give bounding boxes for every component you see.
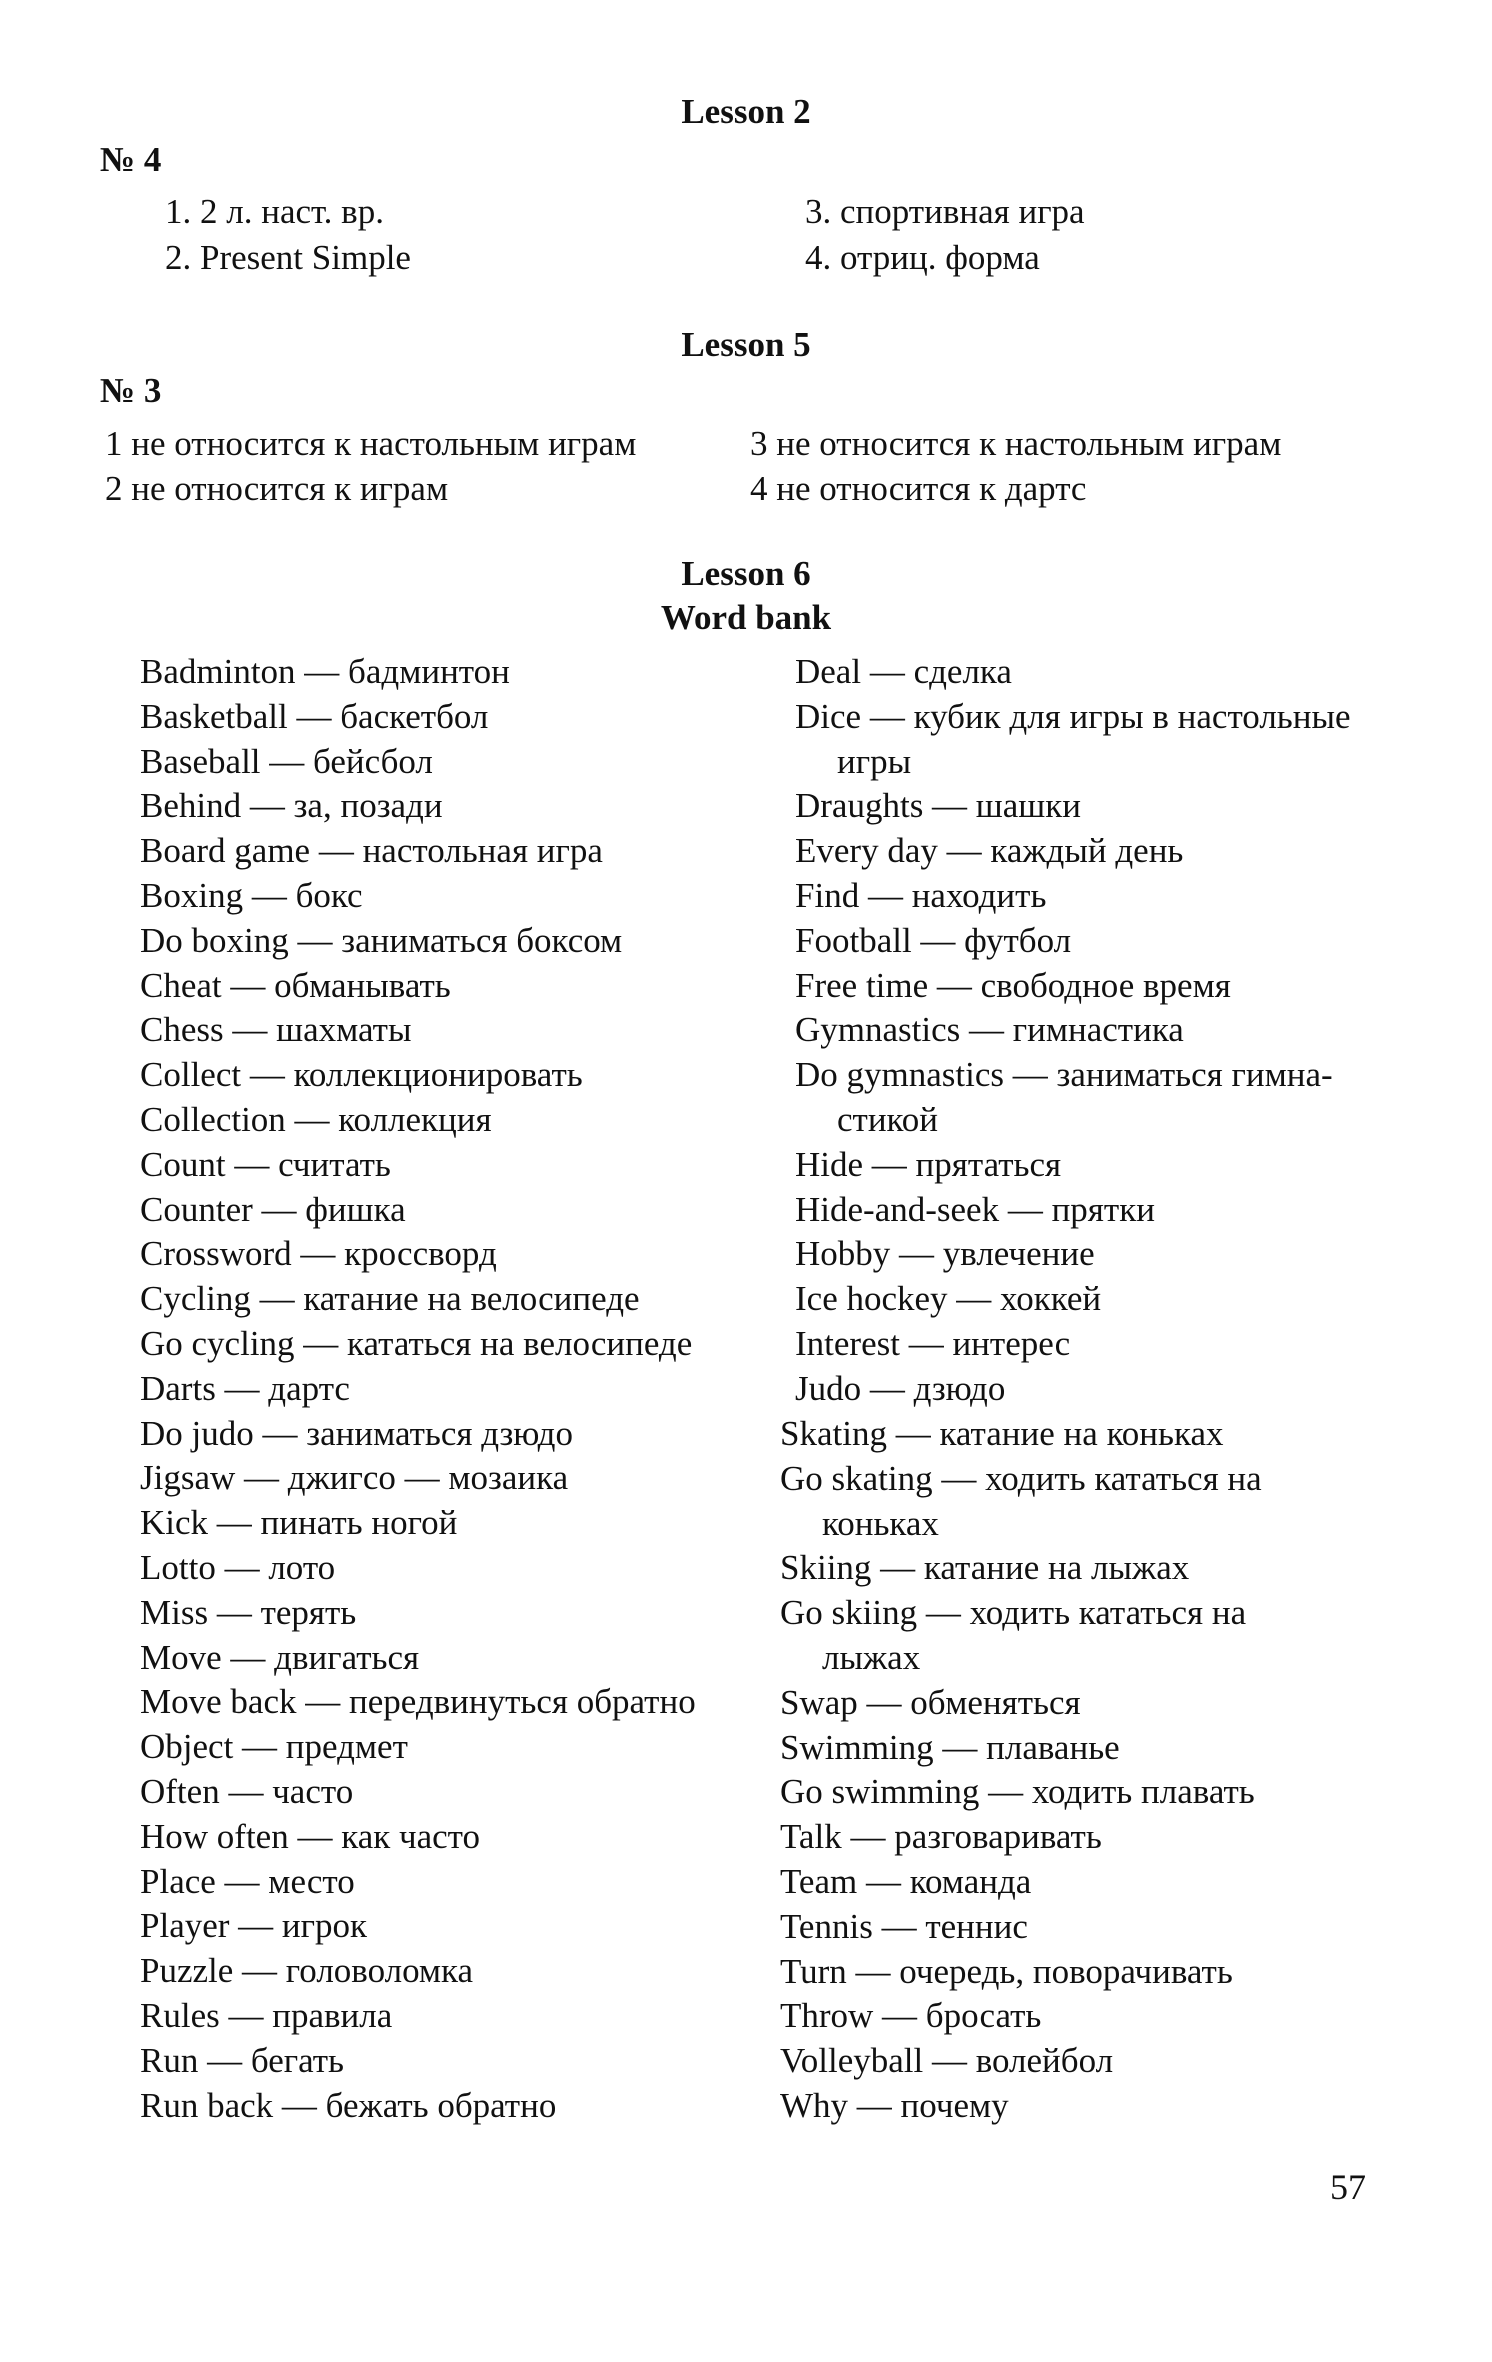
lesson-2-answer-1: 1. 2 л. наст. вр. bbox=[165, 192, 384, 231]
lesson-2-answer-4: 4. отриц. форма bbox=[805, 238, 1040, 277]
word-bank-entry: Skiing — катание на лыжах bbox=[780, 1548, 1190, 1588]
word-bank-entry: Badminton — бадминтон bbox=[140, 652, 510, 691]
word-bank-entry-continuation: коньках bbox=[822, 1503, 939, 1543]
word-bank-entry: Go skating — ходить кататься на bbox=[780, 1458, 1262, 1498]
word-bank-entry: Behind — за, позади bbox=[140, 786, 443, 826]
word-bank-entry-continuation: лыжах bbox=[822, 1637, 921, 1677]
word-bank-entry: Hide — прятаться bbox=[795, 1144, 1062, 1184]
lesson-5-answer-1: 1 не относится к настольным играм bbox=[105, 424, 637, 463]
word-bank-entry: Skating — катание на коньках bbox=[780, 1414, 1224, 1453]
word-bank-left-column bbox=[140, 650, 696, 2128]
word-bank-entry: Throw — бросать bbox=[780, 1996, 1042, 2036]
word-bank-entry: Player — игрок bbox=[140, 1906, 368, 1946]
word-bank-entry: Counter — фишка bbox=[140, 1189, 406, 1229]
word-bank-entry: Lotto — лото bbox=[140, 1547, 336, 1587]
word-bank-entry: Kick — пинать ногой bbox=[140, 1503, 458, 1543]
word-bank-entry: Go cycling — кататься на велосипеде bbox=[140, 1323, 693, 1363]
word-bank-entry: Turn — очередь, поворачивать bbox=[780, 1951, 1233, 1991]
word-bank-entry: Deal — сделка bbox=[795, 652, 1012, 691]
lesson-6-title: Lesson 6 bbox=[681, 554, 811, 593]
word-bank-right-column-bottom bbox=[780, 1412, 1262, 2129]
lesson-2-exercise-number: № 4 bbox=[100, 140, 162, 179]
lesson-5-answer-2: 2 не относится к играм bbox=[105, 469, 449, 508]
word-bank-entry: Go swimming — ходить плавать bbox=[780, 1772, 1255, 1812]
word-bank-entry: Free time — свободное время bbox=[795, 965, 1231, 1005]
word-bank-entry: Talk — разговаривать bbox=[780, 1817, 1102, 1857]
word-bank-entry: Jigsaw — джигсо — мозаика bbox=[140, 1458, 569, 1498]
word-bank-entry-continuation: игры bbox=[837, 741, 912, 781]
word-bank-entry: Move back — передвинуться обратно bbox=[140, 1682, 696, 1722]
word-bank-entry: Run — бегать bbox=[140, 2040, 344, 2080]
word-bank-entry: Place — место bbox=[140, 1861, 355, 1901]
word-bank-right-column-top bbox=[795, 650, 1351, 1412]
word-bank-entry: How often — как часто bbox=[140, 1816, 480, 1856]
word-bank-entry: Miss — терять bbox=[140, 1592, 357, 1632]
word-bank-entry: Board game — настольная игра bbox=[140, 831, 603, 871]
word-bank-entry: Interest — интерес bbox=[795, 1323, 1071, 1363]
word-bank-entry: Puzzle — головоломка bbox=[140, 1951, 474, 1991]
word-bank-entry: Dice — кубик для игры в настольные bbox=[795, 696, 1351, 736]
word-bank-entry: Swap — обменяться bbox=[780, 1682, 1081, 1722]
word-bank-entry: Darts — дартс bbox=[140, 1368, 350, 1408]
word-bank-entry: Chess — шахматы bbox=[140, 1010, 412, 1050]
word-bank-entry: Cheat — обманывать bbox=[140, 965, 451, 1005]
word-bank-entry: Judo — дзюдо bbox=[795, 1368, 1006, 1408]
lesson-2-title: Lesson 2 bbox=[681, 92, 811, 131]
word-bank-entry: Baseball — бейсбол bbox=[140, 741, 433, 781]
word-bank-title: Word bank bbox=[660, 598, 832, 637]
word-bank-entry: Draughts — шашки bbox=[795, 786, 1081, 826]
lesson-2-answer-3: 3. спортивная игра bbox=[805, 192, 1085, 231]
word-bank-entry: Hide-and-seek — прятки bbox=[795, 1189, 1155, 1229]
word-bank-entry: Football — футбол bbox=[795, 920, 1072, 960]
word-bank-entry: Swimming — плаванье bbox=[780, 1727, 1120, 1767]
word-bank-entry: Boxing — бокс bbox=[140, 875, 363, 915]
word-bank-entry: Why — почему bbox=[780, 2085, 1009, 2125]
word-bank-entry: Volleyball — волейбол bbox=[780, 2041, 1114, 2081]
word-bank-entry: Team — команда bbox=[780, 1861, 1032, 1901]
word-bank-entry: Collect — коллекционировать bbox=[140, 1055, 583, 1095]
lesson-2-answer-2: 2. Present Simple bbox=[165, 238, 411, 277]
page-number: 57 bbox=[1330, 2167, 1366, 2207]
word-bank-entry: Ice hockey — хоккей bbox=[795, 1279, 1102, 1319]
word-bank-entry: Move — двигаться bbox=[140, 1637, 420, 1677]
word-bank-entry: Tennis — теннис bbox=[780, 1906, 1028, 1946]
word-bank-entry: Rules — правила bbox=[140, 1995, 393, 2035]
word-bank-entry: Run back — бежать обратно bbox=[140, 2085, 557, 2125]
lesson-5-exercise-number: № 3 bbox=[100, 371, 162, 410]
word-bank-entry: Cycling — катание на велосипеде bbox=[140, 1279, 640, 1319]
word-bank-entry: Every day — каждый день bbox=[795, 831, 1184, 871]
word-bank-entry: Do gymnastics — заниматься гимна- bbox=[795, 1055, 1333, 1095]
word-bank-entry: Do judo — заниматься дзюдо bbox=[140, 1413, 573, 1453]
lesson-5-answer-4: 4 не относится к дартс bbox=[750, 469, 1087, 508]
lesson-5-answer-3: 3 не относится к настольным играм bbox=[750, 424, 1282, 463]
word-bank-entry: Often — часто bbox=[140, 1771, 354, 1811]
word-bank-entry: Find — находить bbox=[795, 875, 1047, 915]
lesson-5-title: Lesson 5 bbox=[681, 325, 811, 364]
word-bank-entry: Object — предмет bbox=[140, 1727, 408, 1767]
word-bank-entry: Gymnastics — гимнастика bbox=[795, 1010, 1184, 1050]
word-bank-entry: Count — считать bbox=[140, 1144, 391, 1184]
word-bank-entry: Do boxing — заниматься боксом bbox=[140, 920, 623, 960]
word-bank-entry: Basketball — баскетбол bbox=[140, 696, 489, 736]
word-bank-entry: Collection — коллекция bbox=[140, 1099, 492, 1139]
word-bank-entry: Crossword — кроссворд bbox=[140, 1234, 497, 1274]
word-bank-entry-continuation: стикой bbox=[837, 1099, 939, 1139]
word-bank-entry: Go skiing — ходить кататься на bbox=[780, 1593, 1247, 1633]
word-bank-entry: Hobby — увлечение bbox=[795, 1234, 1095, 1274]
